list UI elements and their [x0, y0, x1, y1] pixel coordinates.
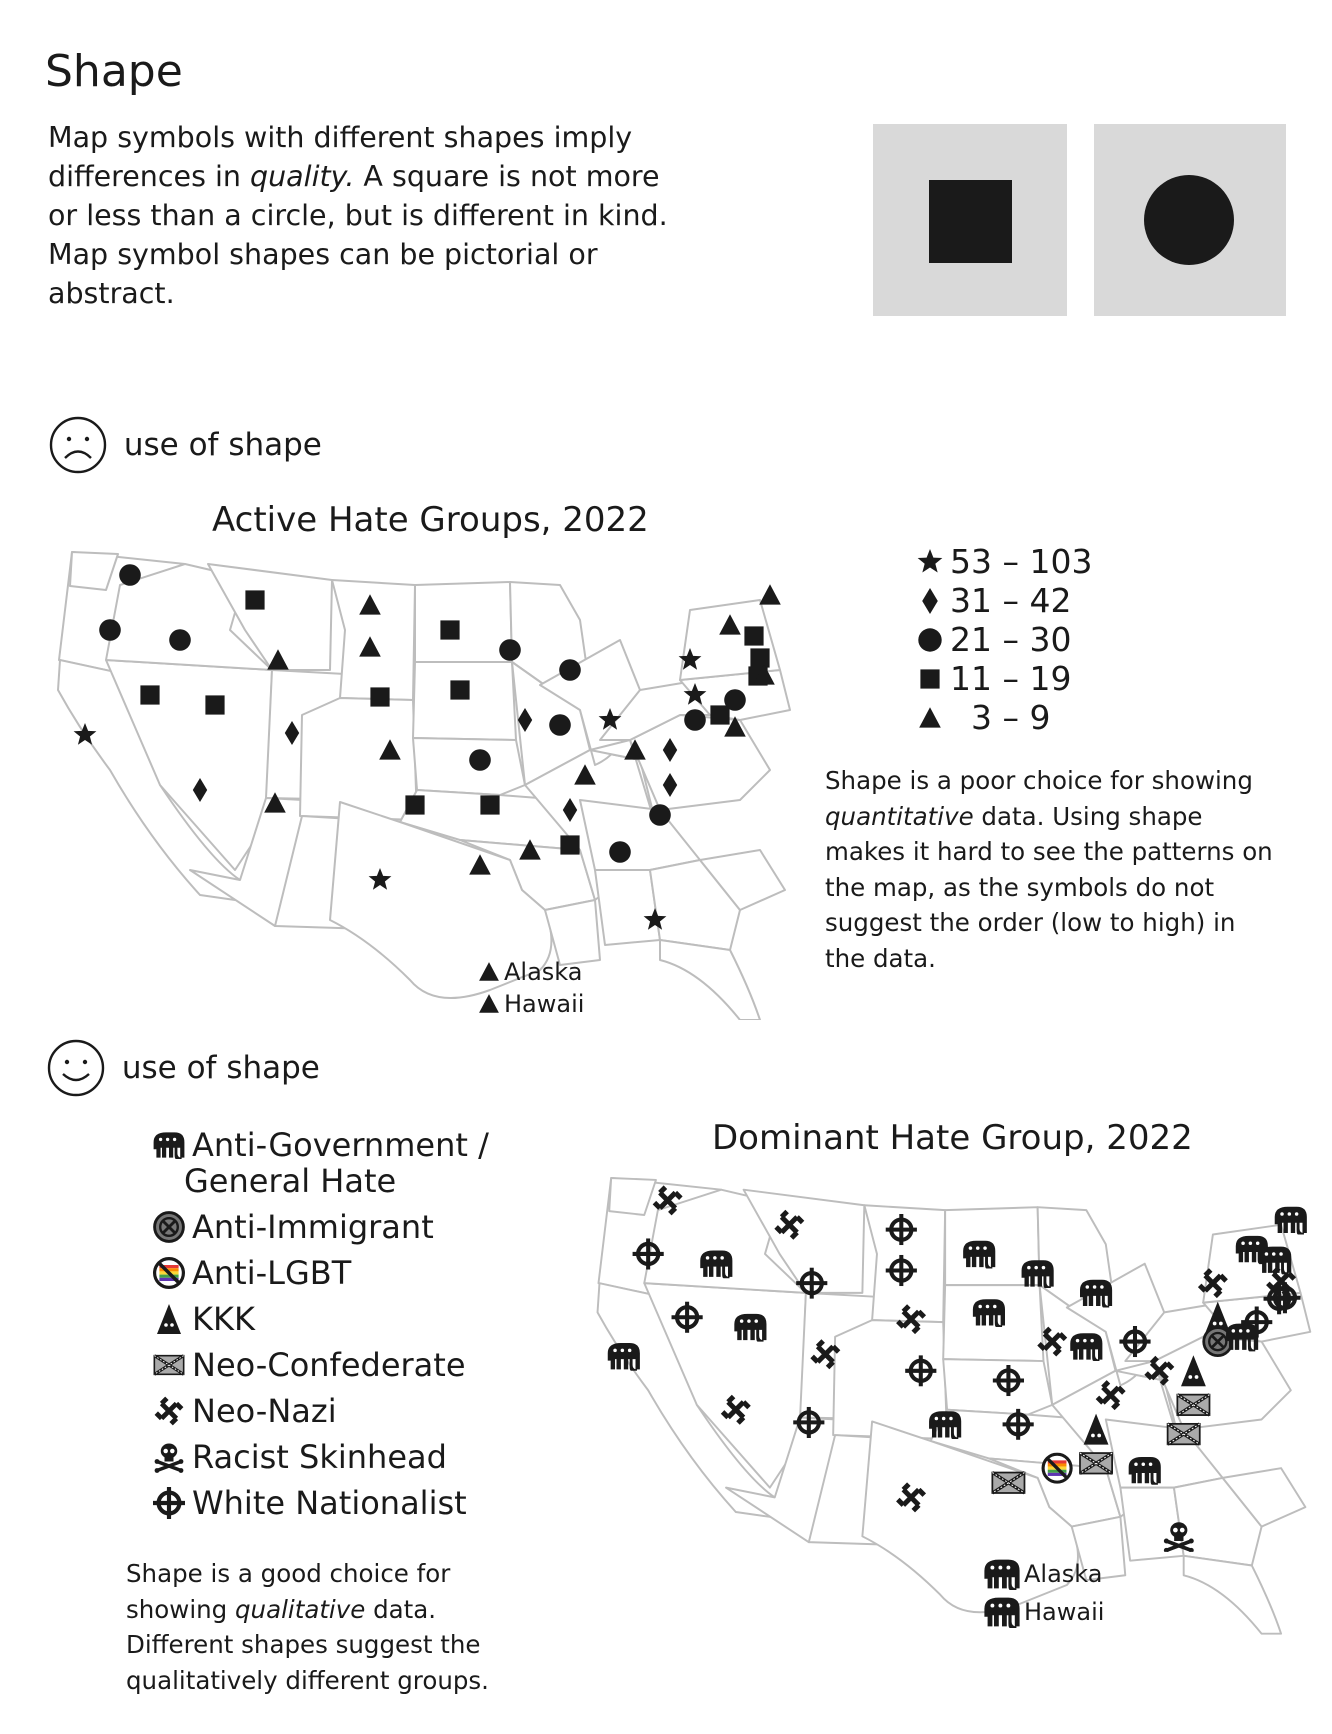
anti-immigrant-icon — [153, 1211, 185, 1243]
map2-legend — [146, 1122, 489, 1526]
square-icon — [918, 667, 942, 691]
us-state-outlines — [58, 552, 790, 1020]
legend-row-star — [910, 542, 1092, 581]
diamond-icon — [917, 588, 943, 614]
legend-row-anti-government — [146, 1122, 489, 1204]
legend-label-continued: General Hate — [184, 1162, 397, 1200]
legend-label: Anti-Government / — [192, 1126, 489, 1164]
map2-alaska-note — [980, 1558, 1102, 1590]
map-symbol-circle-icon-mo — [469, 749, 491, 771]
legend-label: KKK — [192, 1300, 255, 1338]
map-symbol-square-icon-ut — [205, 695, 224, 714]
map-symbol-confederate-flag-icon-sc — [1168, 1424, 1200, 1444]
square-example-panel — [873, 124, 1067, 316]
elephant-icon — [152, 1131, 186, 1159]
legend-range: 31 – 42 — [950, 581, 1072, 620]
good-use-note: Shape is a good choice for showing qualitative data. Different shapes suggest the qualitatively different groups. — [126, 1559, 489, 1695]
legend-row-racist-skinhead — [146, 1434, 489, 1480]
map-symbol-circle-icon-wa — [119, 564, 141, 586]
map-symbol-circle-icon-or — [99, 619, 121, 641]
map-symbol-confederate-flag-icon-al — [1080, 1453, 1112, 1473]
map-symbol-elephant-icon-me — [1275, 1207, 1307, 1235]
map1-legend — [910, 542, 1092, 737]
map-symbol-square-icon-nv — [140, 685, 159, 704]
smile-face-icon — [46, 1038, 106, 1098]
legend-range: 21 – 30 — [950, 620, 1072, 659]
map-symbol-circle-icon-ga — [609, 841, 631, 863]
map2-alaska-label: Alaska — [1024, 1560, 1103, 1588]
map-symbol-square-icon-ia — [450, 680, 469, 699]
triangle-icon — [478, 961, 500, 983]
map-symbol-confederate-flag-icon-nc — [1177, 1395, 1209, 1415]
map-symbol-circle-icon-md — [684, 709, 706, 731]
legend-label: Anti-LGBT — [192, 1254, 352, 1292]
map2-title: Dominant Hate Group, 2022 — [712, 1118, 1193, 1158]
swastika-icon — [154, 1396, 184, 1426]
map1-hawaii-label: Hawaii — [504, 990, 585, 1018]
legend-row-anti-lgbt — [146, 1250, 489, 1296]
elephant-icon — [980, 1558, 1024, 1590]
legend-row-neo-nazi — [146, 1388, 489, 1434]
star-icon — [917, 549, 943, 575]
map-symbol-circle-icon-nj — [724, 689, 746, 711]
page-title: Shape — [45, 46, 183, 97]
map1-title: Active Hate Groups, 2022 — [212, 500, 649, 540]
map-symbol-square-icon-mt — [245, 590, 264, 609]
circle-icon — [917, 627, 943, 653]
circle-example-icon — [1144, 175, 1234, 265]
legend-row-square — [910, 659, 1092, 698]
map1-alaska-label: Alaska — [504, 958, 583, 986]
map-symbol-square-icon-ne — [370, 687, 389, 706]
good-use-label: use of shape — [121, 1050, 320, 1086]
map-symbol-square-icon-mn — [440, 620, 459, 639]
square-example-icon — [929, 180, 1012, 263]
kkk-hood-icon — [154, 1302, 184, 1336]
anti-lgbt-icon — [153, 1257, 185, 1289]
confederate-flag-icon — [153, 1354, 185, 1376]
map-symbol-circle-icon-id — [169, 629, 191, 651]
frown-face-icon — [48, 415, 108, 475]
map2-hawaii-label: Hawaii — [1024, 1598, 1105, 1626]
map-symbol-triangle-icon-me — [759, 584, 781, 604]
map-symbol-circle-icon-sc — [649, 804, 671, 826]
legend-range: 3 – 9 — [950, 698, 1051, 737]
circle-example-panel — [1094, 124, 1286, 316]
legend-row-white-nationalist — [146, 1480, 489, 1526]
good-use-heading — [46, 1038, 320, 1098]
legend-label: Neo-Nazi — [192, 1392, 337, 1430]
map-symbol-circle-icon-in — [549, 714, 571, 736]
legend-label: Neo-Confederate — [192, 1346, 466, 1384]
poor-use-note: Shape is a poor choice for showing quantitative data. Using shape makes it hard to see the patterns on the map, as the symbols do not suggest the order (low to high) in the data. — [825, 766, 1273, 973]
active-hate-groups-map — [40, 540, 800, 1020]
legend-label: White Nationalist — [192, 1484, 467, 1522]
legend-range: 11 – 19 — [950, 659, 1072, 698]
poor-use-heading — [48, 415, 322, 475]
map1-hawaii-note — [478, 990, 584, 1018]
map-symbol-square-icon-ma — [750, 648, 769, 667]
map-symbol-square-icon-de — [710, 705, 729, 724]
map-symbol-square-icon-ok — [405, 795, 424, 814]
legend-row-diamond — [910, 581, 1092, 620]
map-symbol-anti-lgbt-icon-ms — [1043, 1454, 1071, 1482]
map-symbol-square-icon-nh — [744, 626, 763, 645]
map1-alaska-note — [478, 958, 582, 986]
legend-row-neo-confederate — [146, 1342, 489, 1388]
legend-row-triangle — [910, 698, 1092, 737]
map-symbol-circle-icon-wi — [499, 639, 521, 661]
map-symbol-confederate-flag-icon-la — [992, 1473, 1024, 1493]
legend-label: Anti-Immigrant — [192, 1208, 434, 1246]
map-symbol-circle-icon-mi — [559, 659, 581, 681]
legend-row-anti-immigrant — [146, 1204, 489, 1250]
legend-row-kkk — [146, 1296, 489, 1342]
map-symbol-square-icon-ar — [480, 795, 499, 814]
dominant-hate-group-map — [580, 1165, 1320, 1635]
map2-hawaii-note — [980, 1596, 1104, 1628]
legend-range: 53 – 103 — [950, 542, 1093, 581]
poor-use-label: use of shape — [123, 427, 322, 463]
legend-row-circle — [910, 620, 1092, 659]
crosshair-icon — [153, 1487, 185, 1519]
legend-label: Racist Skinhead — [192, 1438, 447, 1476]
elephant-icon — [980, 1596, 1024, 1628]
triangle-icon — [918, 706, 942, 730]
skull-crossbones-icon — [154, 1441, 184, 1473]
triangle-icon — [478, 993, 500, 1015]
intro-text: Map symbols with different shapes imply differences in quality. A square is not more or less than a circle, but is different in kind. Map symbol shapes can be pictorial or abstract. — [48, 121, 668, 310]
map-symbol-square-icon-al — [560, 835, 579, 854]
